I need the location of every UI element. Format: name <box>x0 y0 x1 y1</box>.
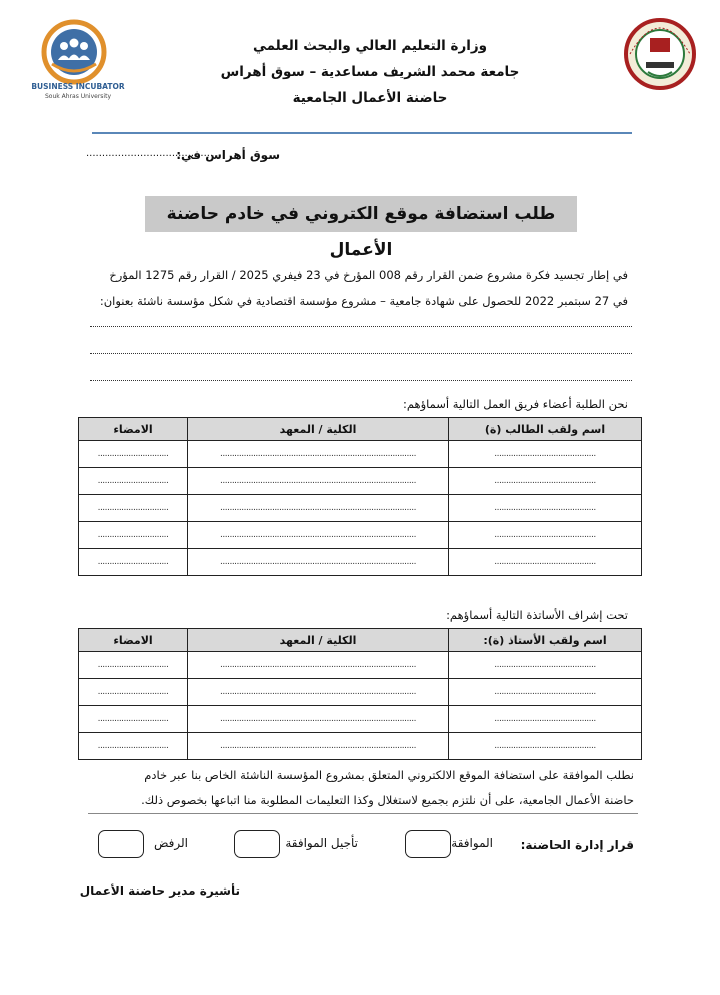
supervisor-signature-cell[interactable]: .............................. <box>79 706 188 733</box>
university-seal-logo <box>622 12 698 98</box>
table-row <box>79 495 642 522</box>
postpone-checkbox[interactable] <box>234 830 280 858</box>
student-signature-cell[interactable]: .............................. <box>79 549 188 576</box>
supervisor-name-cell[interactable]: ........................................... <box>449 733 642 760</box>
student-faculty-cell[interactable]: ................................................................................... <box>188 549 449 576</box>
project-title-line-3[interactable] <box>90 379 632 381</box>
supervisor-signature-cell[interactable]: .............................. <box>79 733 188 760</box>
decision-divider <box>88 813 638 814</box>
student-faculty-header: الكلية / المعهد <box>188 418 449 441</box>
supervisor-name-cell[interactable]: ........................................... <box>449 652 642 679</box>
university-name: جامعة محمد الشريف مساعدية – سوق أهراس <box>220 64 520 80</box>
student-name-cell[interactable]: ........................................... <box>449 549 642 576</box>
request-line-1: نطلب الموافقة على استضافة الموقع الالكتروني المتعلق بمشروع المؤسسة الناشئة الخاص بنا عبر خادم <box>144 768 634 782</box>
header-divider <box>92 132 632 134</box>
intro-line-2: في 27 سبتمبر 2022 للحصول على شهادة جامعية – مشروع مؤسسة اقتصادية في شكل مؤسسة ناشئة بعنوان: <box>99 294 628 308</box>
reject-label: الرفض <box>153 836 188 850</box>
supervisor-faculty-cell[interactable]: ................................................................................... <box>188 652 449 679</box>
page-title: طلب استضافة موقع الكتروني في خادم حاضنة الأعمال <box>166 204 556 260</box>
supervisors-label: تحت إشراف الأساتذة التالية أسماؤهم: <box>446 608 628 622</box>
supervisor-faculty-cell[interactable]: ................................................................................... <box>188 706 449 733</box>
student-signature-cell[interactable]: .............................. <box>79 468 188 495</box>
supervisor-faculty-cell[interactable]: ................................................................................... <box>188 679 449 706</box>
supervisor-name-cell[interactable]: ........................................... <box>449 679 642 706</box>
table-row <box>79 652 642 679</box>
student-faculty-cell[interactable]: ................................................................................... <box>188 468 449 495</box>
director-signature-label: تأشيرة مدير حاضنة الأعمال <box>79 884 240 898</box>
place-date-field[interactable]: ........................................ <box>86 148 214 159</box>
supervisor-signature-header: الامضاء <box>79 629 188 652</box>
supervisor-name-header: اسم ولقب الأستاذ (ة): <box>449 629 642 652</box>
business-incubator-logo <box>28 14 128 104</box>
student-name-header: اسم ولقب الطالب (ة) <box>449 418 642 441</box>
supervisor-name-cell[interactable]: ........................................... <box>449 706 642 733</box>
project-title-line-1[interactable] <box>90 325 632 327</box>
supervisor-signature-cell[interactable]: .............................. <box>79 652 188 679</box>
student-faculty-cell[interactable]: ................................................................................... <box>188 495 449 522</box>
student-signature-header: الامضاء <box>79 418 188 441</box>
intro-line-1: في إطار تجسيد فكرة مشروع ضمن القرار رقم 008 المؤرخ في 23 فيفري 2025 / القرار رقم 1275 المؤرخ <box>109 268 628 282</box>
table-row <box>79 522 642 549</box>
student-name-cell[interactable]: ........................................... <box>449 441 642 468</box>
logo-subtitle: Souk Ahras University <box>44 93 111 100</box>
place-date-label: سوق أهراس في: <box>176 148 280 162</box>
supervisor-faculty-cell[interactable]: ................................................................................... <box>188 733 449 760</box>
table-row <box>79 549 642 576</box>
student-name-cell[interactable]: ........................................... <box>449 495 642 522</box>
project-title-line-2[interactable] <box>90 352 632 354</box>
postpone-label: تأجيل الموافقة <box>285 836 358 850</box>
approve-checkbox[interactable] <box>405 830 451 858</box>
approve-label: الموافقة <box>451 836 493 850</box>
university-seal-icon <box>622 12 698 98</box>
students-table <box>78 417 642 576</box>
student-signature-cell[interactable]: .............................. <box>79 495 188 522</box>
students-header-row <box>79 418 642 441</box>
supervisors-table <box>78 628 642 760</box>
decision-label: قرار إدارة الحاضنة: <box>520 838 634 852</box>
supervisor-faculty-header: الكلية / المعهد <box>188 629 449 652</box>
reject-checkbox[interactable] <box>98 830 144 858</box>
student-name-cell[interactable]: ........................................... <box>449 468 642 495</box>
student-faculty-cell[interactable]: ................................................................................... <box>188 441 449 468</box>
logo-title: BUSINESS INCUBATOR <box>31 82 125 91</box>
table-row <box>79 441 642 468</box>
supervisors-header-row <box>79 629 642 652</box>
students-label: نحن الطلبة أعضاء فريق العمل التالية أسماؤهم: <box>402 397 628 411</box>
student-name-cell[interactable]: ........................................... <box>449 522 642 549</box>
ministry-name: وزارة التعليم العالي والبحث العلمي <box>252 38 488 54</box>
student-signature-cell[interactable]: .............................. <box>79 522 188 549</box>
table-row <box>79 468 642 495</box>
student-signature-cell[interactable]: .............................. <box>79 441 188 468</box>
table-row <box>79 733 642 760</box>
student-faculty-cell[interactable]: ................................................................................... <box>188 522 449 549</box>
request-line-2: حاضنة الأعمال الجامعية، على أن نلتزم بجميع لاستغلال وكذا التعليمات المطلوبة منا اتباعها بخصوص ذلك. <box>141 793 634 807</box>
table-row <box>79 679 642 706</box>
incubator-name: حاضنة الأعمال الجامعية <box>292 90 448 106</box>
table-row <box>79 706 642 733</box>
supervisor-signature-cell[interactable]: .............................. <box>79 679 188 706</box>
